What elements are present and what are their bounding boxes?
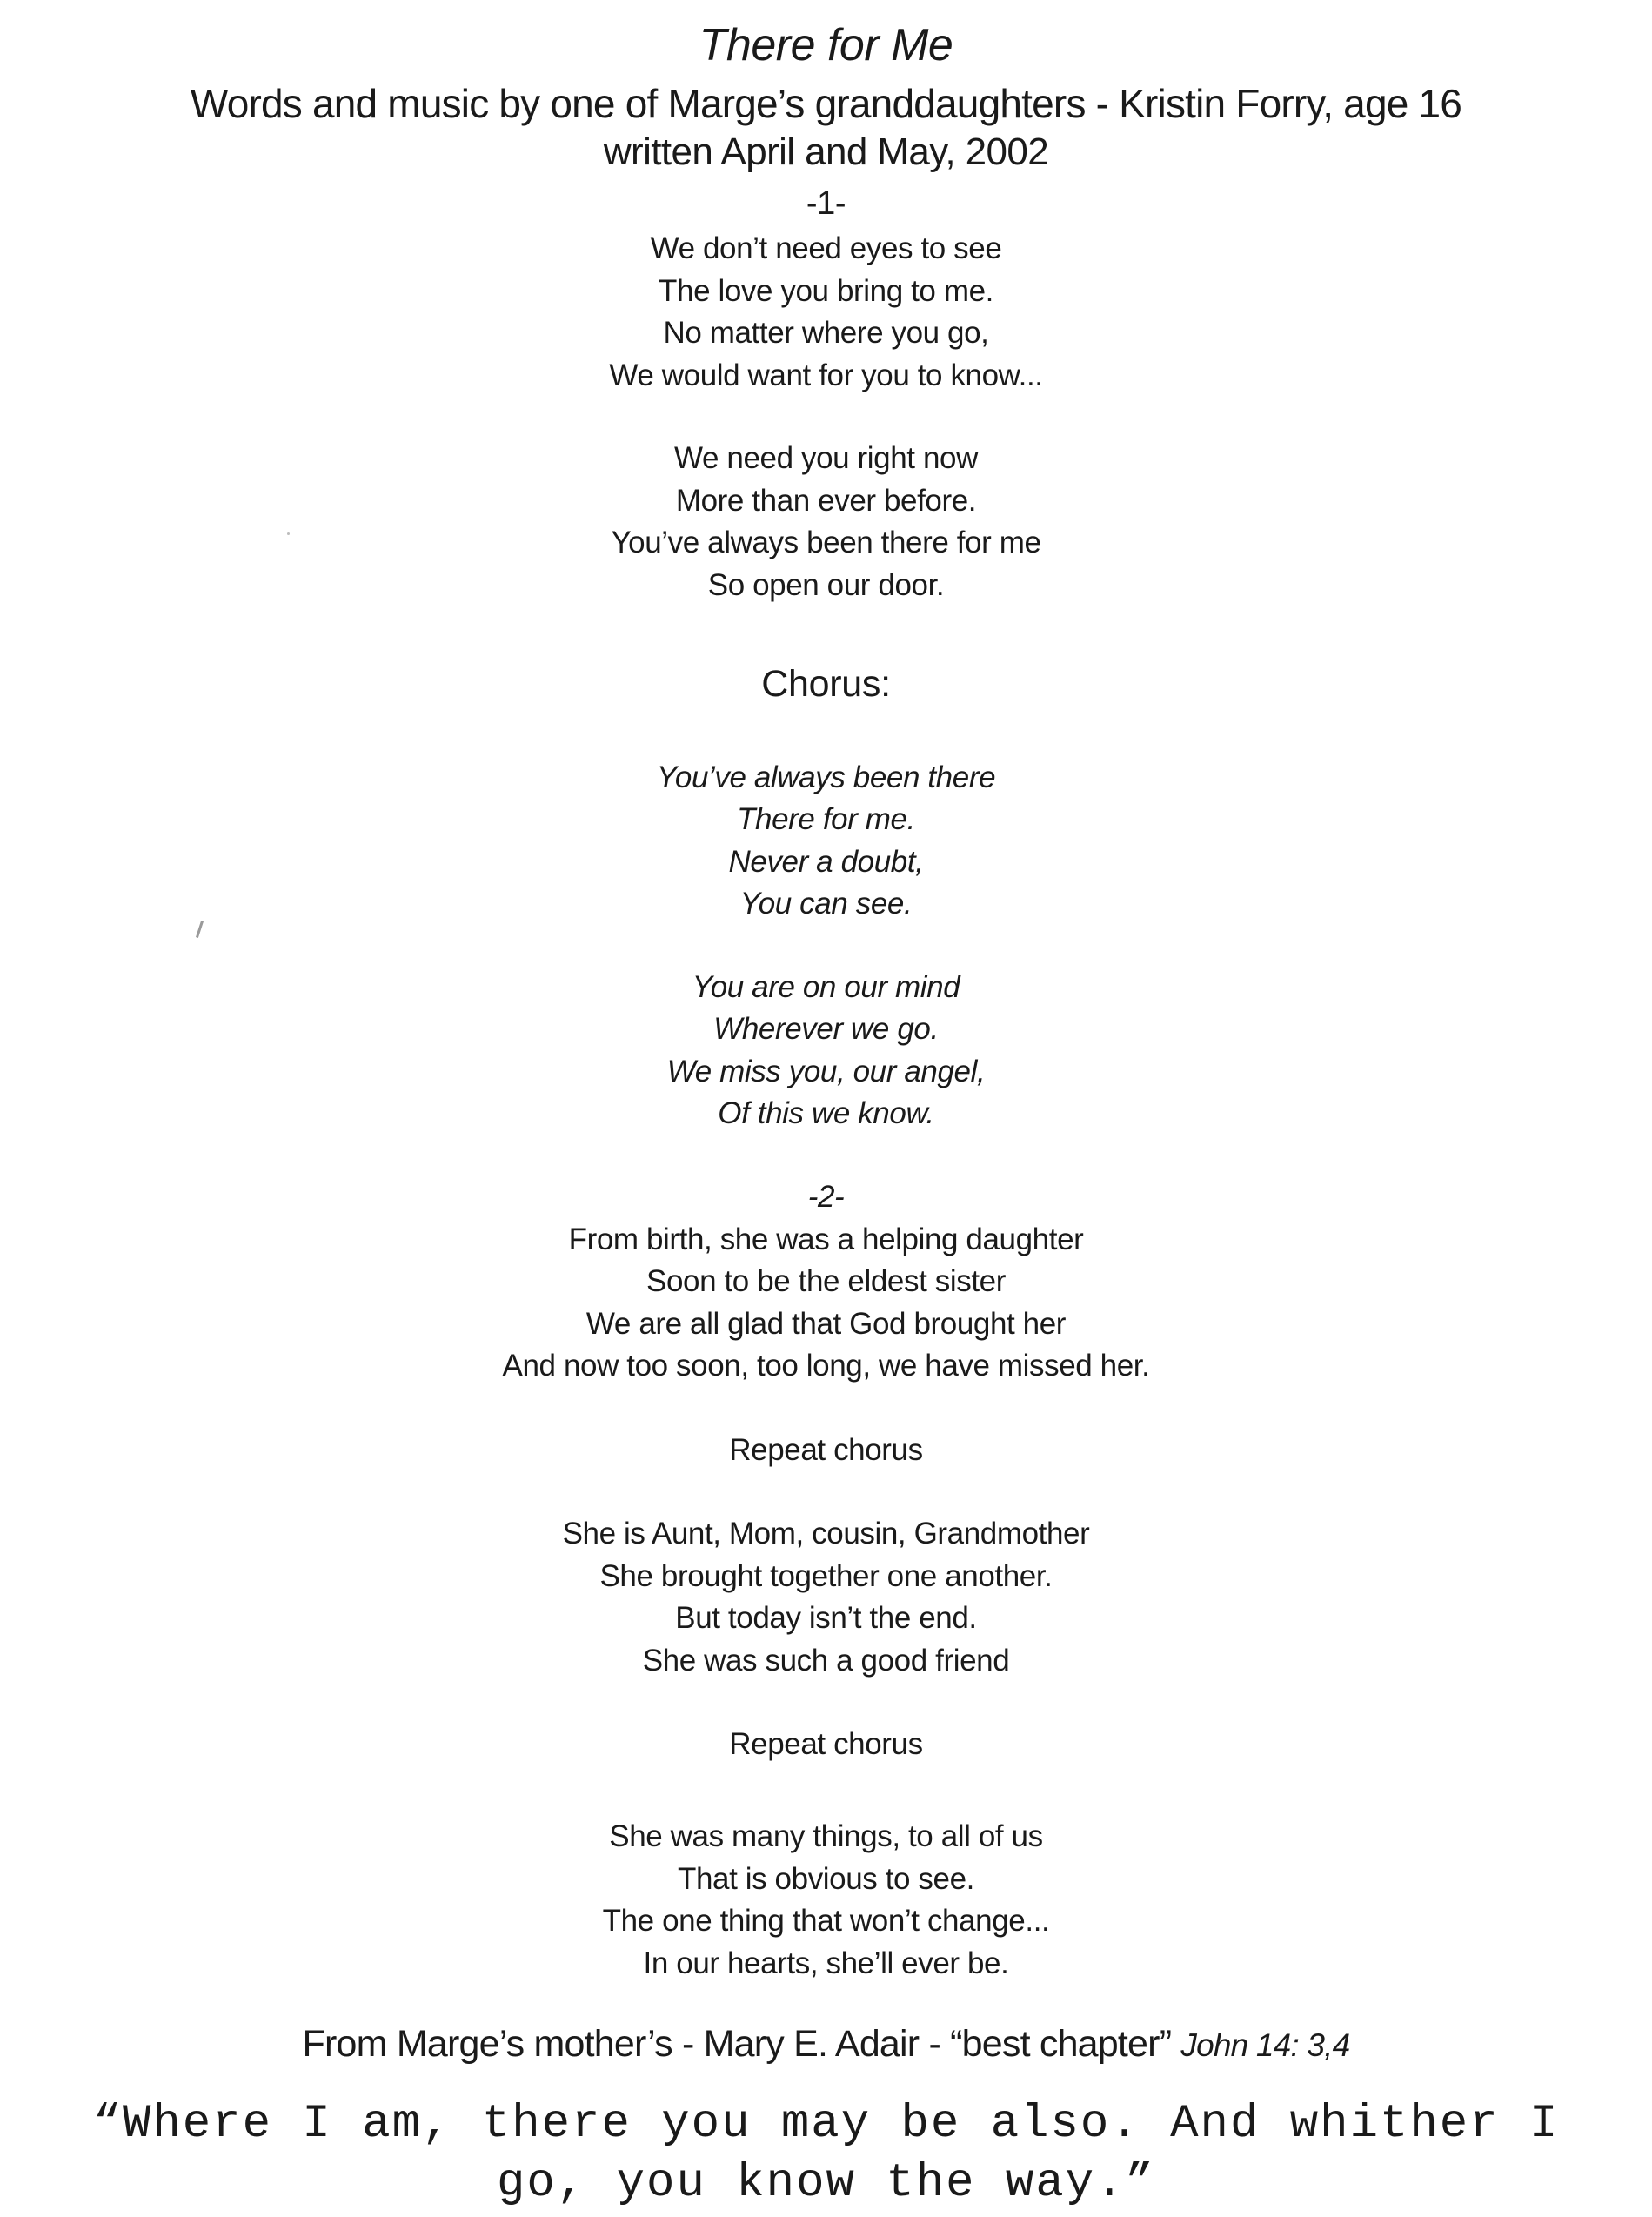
verse-number-2: -2- xyxy=(807,1180,845,1214)
lyric-line: We don’t need eyes to see xyxy=(650,231,1002,265)
chorus-label: Chorus: xyxy=(761,663,891,705)
lyric-line: Soon to be the eldest sister xyxy=(646,1264,1006,1298)
lyric-line: The one thing that won’t change... xyxy=(602,1904,1050,1938)
scripture-reference: John 14: 3,4 xyxy=(1180,2027,1350,2063)
written-date: written April and May, 2002 xyxy=(603,131,1049,173)
lyric-line: She was such a good friend xyxy=(642,1644,1010,1678)
scripture-quote-line-1: “Where I am, there you may be also. And whither I xyxy=(92,2098,1560,2151)
chorus-line: Never a doubt, xyxy=(728,845,924,879)
verse-number-1: -1- xyxy=(806,185,846,222)
chorus-line: Wherever we go. xyxy=(713,1012,939,1046)
chorus-line: There for me. xyxy=(737,802,915,836)
chorus-line: Of this we know. xyxy=(718,1096,934,1130)
scan-speck xyxy=(287,532,290,535)
lyric-line: And now too soon, too long, we have missed her. xyxy=(502,1349,1150,1383)
repeat-chorus-note: Repeat chorus xyxy=(729,1727,923,1761)
lyric-line: The love you bring to me. xyxy=(659,274,993,308)
repeat-chorus-note: Repeat chorus xyxy=(729,1433,923,1467)
lyric-line: We need you right now xyxy=(674,441,978,475)
lyric-line: She brought together one another. xyxy=(599,1559,1053,1593)
attribution-text: From Marge’s mother’s - Mary E. Adair - “best chapter” xyxy=(302,2023,1181,2065)
scripture-attribution xyxy=(0,2023,1652,2066)
chorus-line: You are on our mind xyxy=(692,970,960,1004)
lyric-line: We would want for you to know... xyxy=(609,358,1043,392)
lyric-line: No matter where you go, xyxy=(663,316,989,350)
lyric-line: You’ve always been there for me xyxy=(611,526,1041,559)
song-title: There for Me xyxy=(699,20,953,70)
lyric-line: More than ever before. xyxy=(675,484,977,518)
chorus-line: You can see. xyxy=(739,887,913,921)
chorus-line: We miss you, our angel, xyxy=(666,1055,986,1088)
scripture-quote-line-2: go, you know the way.” xyxy=(497,2157,1155,2210)
lyric-line: She is Aunt, Mom, cousin, Grandmother xyxy=(562,1517,1090,1551)
chorus-line: You’ve always been there xyxy=(656,760,996,794)
song-byline: Words and music by one of Marge’s granddaughters - Kristin Forry, age 16 xyxy=(190,81,1462,126)
lyric-line: So open our door. xyxy=(707,568,945,602)
lyric-line: That is obvious to see. xyxy=(678,1862,974,1896)
lyric-line: She was many things, to all of us xyxy=(609,1819,1043,1853)
lyric-line: But today isn’t the end. xyxy=(675,1601,977,1635)
lyric-line: We are all glad that God brought her xyxy=(585,1307,1067,1341)
lyric-line: In our hearts, she’ll ever be. xyxy=(643,1946,1009,1980)
lyric-line: From birth, she was a helping daughter xyxy=(568,1222,1084,1256)
